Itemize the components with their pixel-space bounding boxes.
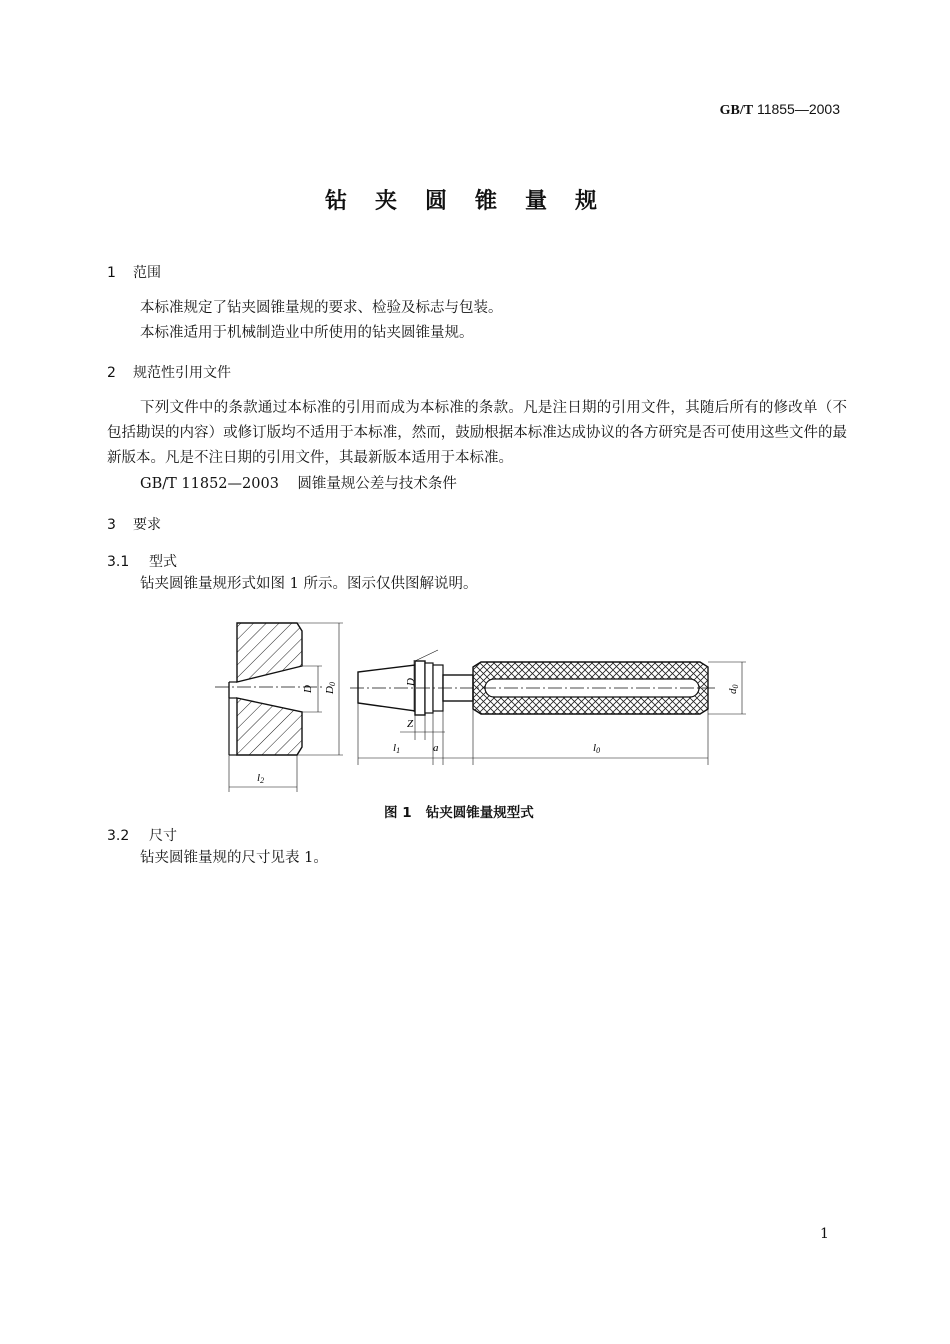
document-title: 钻夹圆锥量规: [324, 189, 625, 214]
dim-label-Z: Z: [407, 718, 414, 730]
section-3-2-paragraph: 钻夹圆锥量规的尺寸见表 1。: [140, 850, 328, 866]
section-3-2-heading: 3.2 尺寸: [107, 828, 177, 844]
dim-label-D0: D0: [324, 682, 337, 694]
normative-reference: GB/T 11852—2003 圆锥量规公差与技术条件: [140, 476, 457, 492]
section-2-heading: 2 规范性引用文件: [107, 365, 231, 381]
ring-gauge: [215, 623, 343, 792]
section-1-heading: 1 范围: [107, 265, 161, 281]
dim-label-l2: l2: [257, 772, 265, 785]
page-number: 1: [820, 1226, 829, 1242]
dim-label-l1: l1: [393, 742, 401, 755]
figure-1-drawing: [200, 600, 760, 800]
dim-label-d0: d0: [727, 684, 740, 694]
section-1-paragraph-1: 本标准规定了钻夹圆锥量规的要求、检验及标志与包装。: [140, 300, 503, 316]
section-3-1-heading: 3.1 型式: [107, 554, 177, 570]
dim-label-a: a: [433, 742, 439, 754]
section-3-heading: 3 要求: [107, 517, 161, 533]
figure-1-caption: 图 1 钻夹圆锥量规型式: [384, 805, 534, 821]
dim-label-l0: l0: [593, 742, 601, 755]
section-3-1-paragraph: 钻夹圆锥量规形式如图 1 所示。图示仅供图解说明。: [140, 576, 478, 592]
section-2-paragraph-1: 下列文件中的条款通过本标准的引用而成为本标准的条款。凡是注日期的引用文件，其随后所有的修改单（不包括勘误的内容）或修订版均不适用于本标准，然而，鼓励根据本标准达成协议的各方研究是否可使用这些文件的最新版本。凡是不注日期的引用文件，其最新版本适用于本标准。: [107, 400, 847, 466]
dim-label-D: D: [302, 685, 314, 693]
standard-code: GB/T 11855—2003: [719, 101, 840, 118]
dim-label-D-plug: D: [405, 678, 417, 686]
plug-gauge: [350, 650, 746, 765]
section-1-paragraph-2: 本标准适用于机械制造业中所使用的钻夹圆锥量规。: [140, 325, 474, 341]
